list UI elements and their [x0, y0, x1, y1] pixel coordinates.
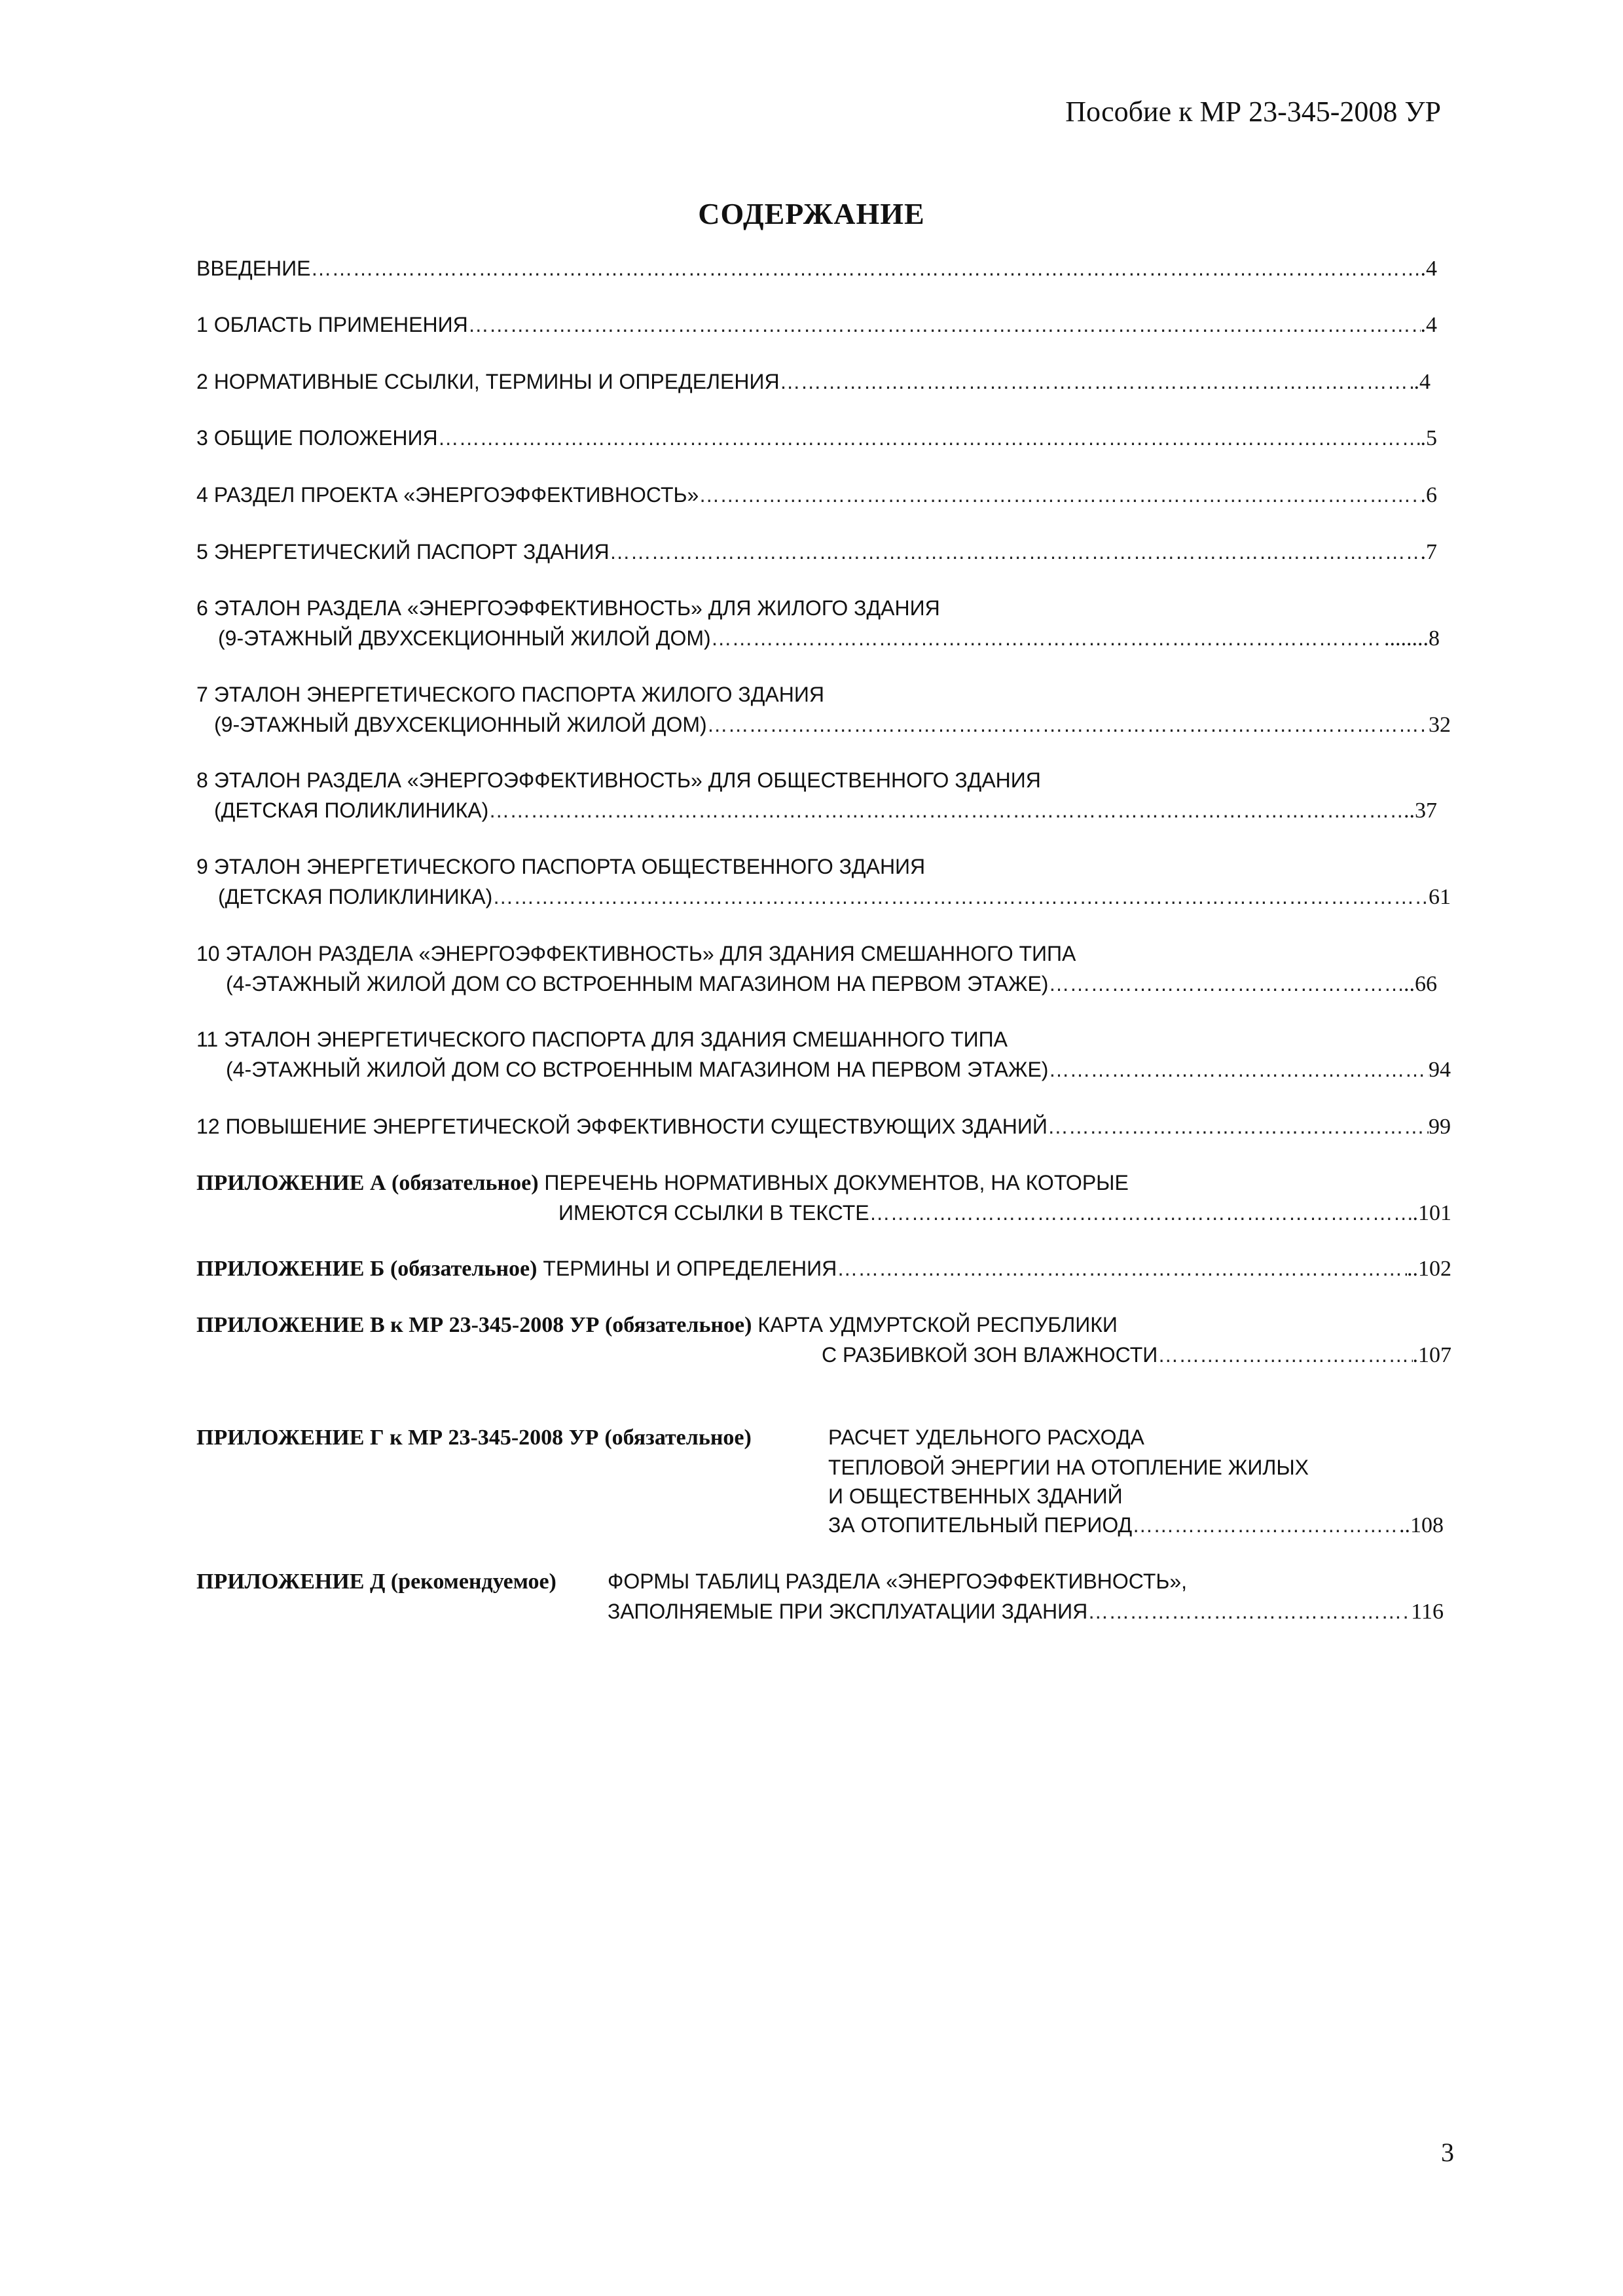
- document-reference: Пособие к МР 23-345-2008 УР: [1065, 96, 1441, 128]
- toc-entry-s11[interactable]: [226, 1058, 1451, 1088]
- toc-appendix-a[interactable]: [558, 1201, 1451, 1231]
- toc-appendix-v[interactable]: [822, 1343, 1451, 1373]
- toc-entry-label: (9-ЭТАЖНЫЙ ДВУХСЕКЦИОННЫЙ ЖИЛОЙ ДОМ): [214, 713, 707, 736]
- toc-entry-s12[interactable]: [196, 1115, 1451, 1145]
- toc-entry-label: 4 РАЗДЕЛ ПРОЕКТА «ЭНЕРГОЭФФЕКТИВНОСТЬ»: [196, 483, 699, 507]
- toc-leader-dots: [707, 713, 1429, 737]
- toc-entry-label: (4-ЭТАЖНЫЙ ЖИЛОЙ ДОМ СО ВСТРОЕННЫМ МАГАЗИНОМ НА ПЕРВОМ ЭТАЖЕ): [226, 972, 1049, 996]
- toc-leader-dots: [468, 313, 1421, 337]
- toc-page-number: ..66: [1404, 972, 1437, 996]
- toc-entry-s10-title[interactable]: 10 ЭТАЛОН РАЗДЕЛА «ЭНЕРГОЭФФЕКТИВНОСТЬ» ДЛЯ ЗДАНИЯ СМЕШАННОГО ТИПА: [196, 942, 1076, 965]
- toc-leader-dots: [837, 1257, 1407, 1281]
- toc-leader-dots: [1158, 1343, 1412, 1367]
- appendix-g-label: ПРИЛОЖЕНИЕ Г к МР 23-345-2008 УР: [196, 1426, 599, 1450]
- toc-leader-dots: [780, 370, 1414, 394]
- toc-entry-s7-title[interactable]: 7 ЭТАЛОН ЭНЕРГЕТИЧЕСКОГО ПАСПОРТА ЖИЛОГО ЗДАНИЯ: [196, 683, 824, 706]
- toc-entry-s2[interactable]: [196, 370, 1431, 400]
- toc-page-number: .7: [1420, 540, 1437, 564]
- toc-entry-label: ЗА ОТОПИТЕЛЬНЫЙ ПЕРИОД: [828, 1513, 1133, 1537]
- toc-entry-s6-title[interactable]: 6 ЭТАЛОН РАЗДЕЛА «ЭНЕРГОЭФФЕКТИВНОСТЬ» ДЛЯ ЖИЛОГО ЗДАНИЯ: [196, 596, 940, 620]
- toc-appendix-v-title[interactable]: [196, 1313, 1118, 1338]
- toc-leader-dots: [699, 483, 1420, 507]
- appendix-g-status: (обязательное): [604, 1426, 752, 1450]
- toc-page-number: ..102: [1407, 1257, 1451, 1281]
- toc-entry-label: (ДЕТСКАЯ ПОЛИКЛИНИКА): [218, 885, 493, 908]
- toc-leader-dots: [438, 426, 1421, 450]
- toc-entry-label: [196, 1257, 837, 1282]
- toc-leader-dots: [492, 885, 1429, 909]
- toc-entry-label: ИМЕЮТСЯ ССЫЛКИ В ТЕКСТЕ: [558, 1201, 869, 1225]
- toc-appendix-g-label[interactable]: [196, 1426, 752, 1450]
- toc-entry-intro[interactable]: [196, 257, 1437, 287]
- toc-page-number: 116: [1411, 1600, 1444, 1624]
- toc-entry-s3[interactable]: [196, 426, 1437, 456]
- appendix-b-label: ПРИЛОЖЕНИЕ Б (обязательное): [196, 1257, 538, 1281]
- toc-appendix-g[interactable]: [828, 1513, 1444, 1543]
- toc-page-number: .6: [1420, 483, 1437, 507]
- toc-appendix-g-line3: И ОБЩЕСТВЕННЫХ ЗДАНИЙ: [828, 1484, 1123, 1508]
- toc-entry-label: 12 ПОВЫШЕНИЕ ЭНЕРГЕТИЧЕСКОЙ ЭФФЕКТИВНОСТИ СУЩЕСТВУЮЩИХ ЗДАНИЙ: [196, 1115, 1048, 1138]
- toc-entry-label: 5 ЭНЕРГЕТИЧЕСКИЙ ПАСПОРТ ЗДАНИЯ: [196, 540, 610, 564]
- toc-entry-label: (ДЕТСКАЯ ПОЛИКЛИНИКА): [214, 798, 489, 822]
- toc-entry-label: ВВЕДЕНИЕ: [196, 257, 311, 280]
- toc-appendix-b[interactable]: [196, 1257, 1451, 1287]
- toc-page-number: .101: [1412, 1201, 1451, 1225]
- toc-page-number: .4: [1413, 370, 1431, 394]
- appendix-v-label: ПРИЛОЖЕНИЕ В к МР 23-345-2008 УР (обязательное): [196, 1313, 752, 1337]
- toc-entry-s1[interactable]: [196, 313, 1437, 343]
- toc-page-number: ..108: [1399, 1513, 1444, 1537]
- toc-entry-s8-title[interactable]: 8 ЭТАЛОН РАЗДЕЛА «ЭНЕРГОЭФФЕКТИВНОСТЬ» ДЛЯ ОБЩЕСТВЕННОГО ЗДАНИЯ: [196, 768, 1041, 792]
- appendix-v-text: КАРТА УДМУРТСКОЙ РЕСПУБЛИКИ: [757, 1313, 1118, 1336]
- toc-appendix-g-line1: РАСЧЕТ УДЕЛЬНОГО РАСХОДА: [828, 1426, 1144, 1449]
- toc-entry-s11-title[interactable]: 11 ЭТАЛОН ЭНЕРГЕТИЧЕСКОГО ПАСПОРТА ДЛЯ ЗДАНИЯ СМЕШАННОГО ТИПА: [196, 1028, 1008, 1051]
- toc-leader-dots: [711, 626, 1384, 651]
- toc-entry-label: (4-ЭТАЖНЫЙ ЖИЛОЙ ДОМ СО ВСТРОЕННЫМ МАГАЗИНОМ НА ПЕРВОМ ЭТАЖЕ): [226, 1058, 1049, 1081]
- toc-page-number: .4: [1420, 313, 1437, 337]
- page-title: СОДЕРЖАНИЕ: [698, 197, 925, 230]
- toc-leader-dots: [1132, 1513, 1399, 1537]
- appendix-a-text: ПЕРЕЧЕНЬ НОРМАТИВНЫХ ДОКУМЕНТОВ, НА КОТОРЫЕ: [544, 1171, 1129, 1194]
- toc-entry-s9-title[interactable]: 9 ЭТАЛОН ЭНЕРГЕТИЧЕСКОГО ПАСПОРТА ОБЩЕСТВЕННОГО ЗДАНИЯ: [196, 855, 926, 878]
- toc-entry-s8[interactable]: [214, 798, 1437, 829]
- appendix-d-label: ПРИЛОЖЕНИЕ Д (рекомендуемое): [196, 1570, 556, 1594]
- toc-entry-label: (9-ЭТАЖНЫЙ ДВУХСЕКЦИОННЫЙ ЖИЛОЙ ДОМ): [218, 626, 711, 650]
- toc-entry-s9[interactable]: [218, 885, 1451, 915]
- toc-page-number: 32: [1429, 713, 1451, 737]
- toc-page-number: .5: [1420, 426, 1437, 450]
- toc-leader-dots: [1048, 972, 1404, 996]
- toc-leader-dots: [1087, 1600, 1411, 1624]
- toc-appendix-d-line1: ФОРМЫ ТАБЛИЦ РАЗДЕЛА «ЭНЕРГОЭФФЕКТИВНОСТЬ»,: [608, 1570, 1188, 1593]
- toc-leader-dots: [311, 257, 1421, 281]
- toc-appendix-d-title[interactable]: [196, 1570, 556, 1594]
- toc-leader-dots: [488, 798, 1404, 823]
- toc-entry-label: С РАЗБИВКОЙ ЗОН ВЛАЖНОСТИ: [822, 1343, 1158, 1367]
- toc-entry-s5[interactable]: [196, 540, 1437, 570]
- toc-entry-s10[interactable]: [226, 972, 1437, 1002]
- toc-page-number: .4: [1420, 257, 1437, 281]
- toc-entry-label: 3 ОБЩИЕ ПОЛОЖЕНИЯ: [196, 426, 438, 450]
- page-number: 3: [1441, 2138, 1454, 2167]
- toc-entry-s7[interactable]: [214, 713, 1451, 743]
- toc-entry-s6[interactable]: [218, 626, 1440, 656]
- toc-page-number: ..37: [1404, 798, 1437, 823]
- toc-appendix-a-title[interactable]: [196, 1171, 1129, 1196]
- toc-entry-label: 2 НОРМАТИВНЫЕ ССЫЛКИ, ТЕРМИНЫ И ОПРЕДЕЛЕНИЯ: [196, 370, 780, 393]
- toc-page-number: 61: [1429, 885, 1451, 909]
- toc-page-number: ........8: [1384, 626, 1440, 651]
- toc-entry-label: 1 ОБЛАСТЬ ПРИМЕНЕНИЯ: [196, 313, 468, 336]
- toc-appendix-d[interactable]: [608, 1600, 1444, 1630]
- toc-appendix-g-line2: ТЕПЛОВОЙ ЭНЕРГИИ НА ОТОПЛЕНИЕ ЖИЛЫХ: [828, 1456, 1309, 1479]
- appendix-b-text: ТЕРМИНЫ И ОПРЕДЕЛЕНИЯ: [543, 1257, 837, 1280]
- toc-entry-label: ЗАПОЛНЯЕМЫЕ ПРИ ЭКСПЛУАТАЦИИ ЗДАНИЯ: [608, 1600, 1088, 1623]
- toc-leader-dots: [869, 1201, 1413, 1225]
- toc-page-number: .107: [1412, 1343, 1451, 1367]
- toc-leader-dots: [610, 540, 1421, 564]
- toc-leader-dots: [1048, 1058, 1429, 1082]
- appendix-a-label: ПРИЛОЖЕНИЕ А (обязательное): [196, 1171, 539, 1195]
- toc-leader-dots: [1048, 1115, 1429, 1139]
- toc-page-number: 99: [1429, 1115, 1451, 1139]
- toc-page-number: 94: [1429, 1058, 1451, 1082]
- toc-entry-s4[interactable]: [196, 483, 1437, 513]
